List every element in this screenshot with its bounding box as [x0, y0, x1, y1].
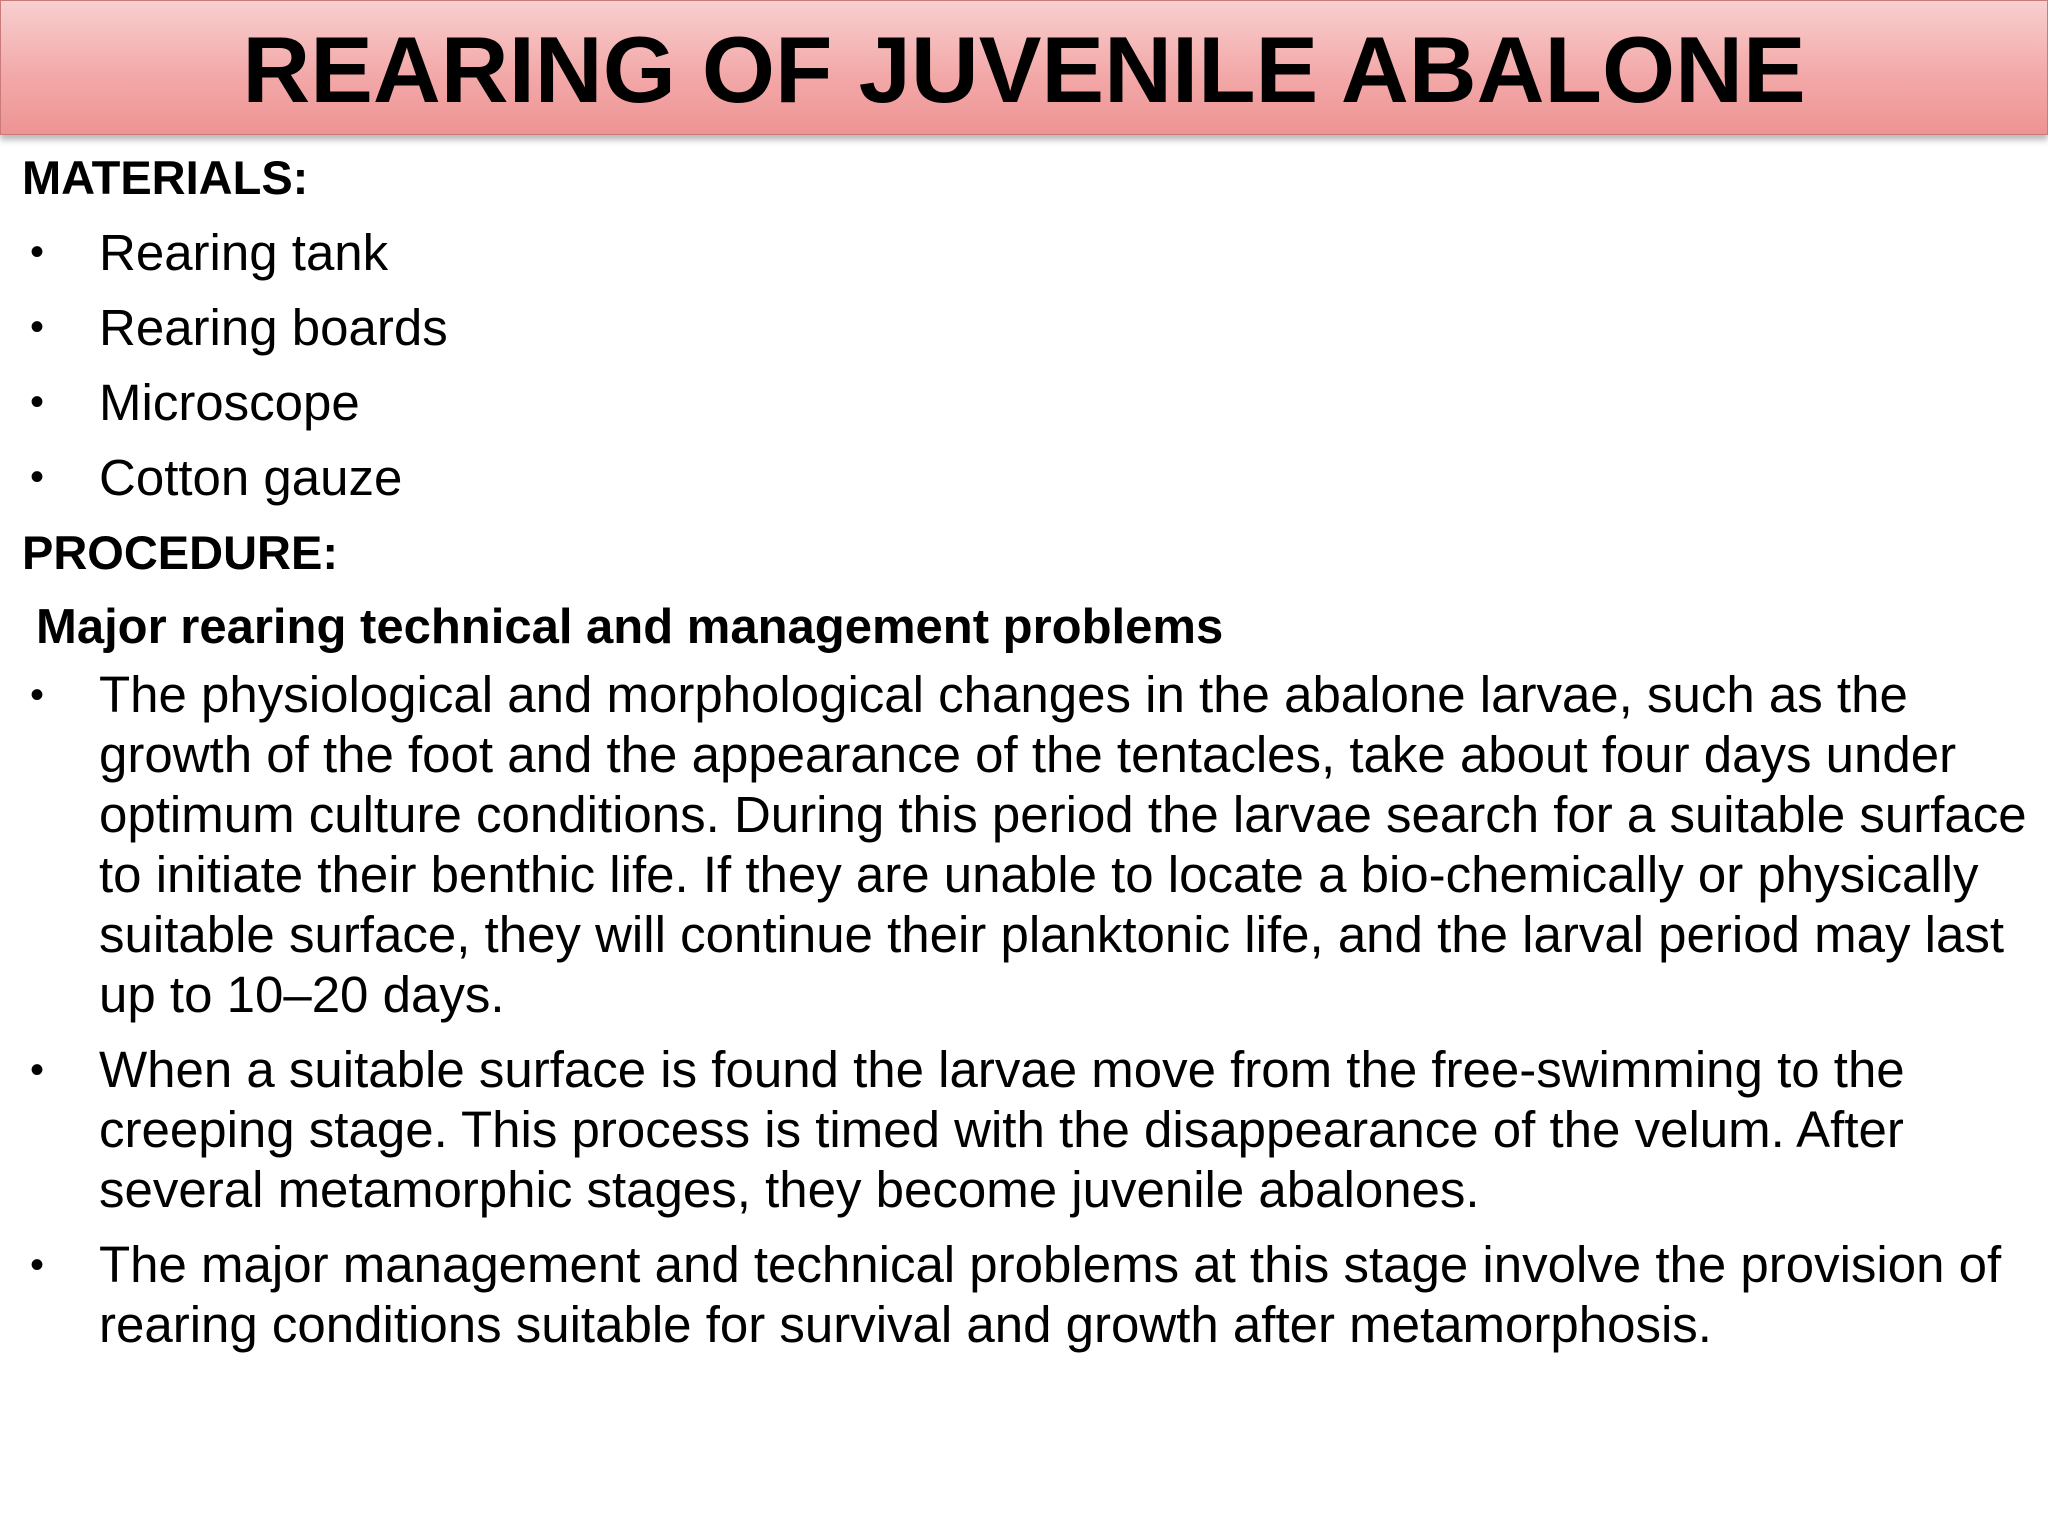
- bullet-icon: •: [29, 673, 44, 717]
- slide-content: [22, 140, 2032, 1370]
- procedure-subheading: Major rearing technical and management problems: [36, 600, 1224, 654]
- list-item: [22, 215, 2032, 290]
- bullet-icon: •: [29, 455, 44, 499]
- materials-heading: MATERIALS:: [22, 151, 309, 204]
- list-item: [22, 665, 2032, 1025]
- list-item: [22, 290, 2032, 365]
- list-item-text: Rearing boards: [99, 299, 448, 356]
- slide-title: REARING OF JUVENILE ABALONE: [242, 16, 1806, 122]
- title-banner: [0, 0, 2048, 135]
- list-item: [22, 1040, 2032, 1220]
- list-item: [22, 1235, 2032, 1355]
- list-item-text: Rearing tank: [99, 224, 389, 281]
- bullet-icon: •: [29, 230, 44, 274]
- procedure-heading: PROCEDURE:: [22, 526, 338, 579]
- list-item-text: The major management and technical problems at this stage involve the provision of rearing conditions suitable for survival and growth after metamorphosis.: [99, 1236, 2002, 1353]
- list-item: [22, 365, 2032, 440]
- list-item: [22, 440, 2032, 515]
- bullet-icon: •: [29, 380, 44, 424]
- bullet-icon: •: [29, 305, 44, 349]
- procedure-list: [22, 665, 2032, 1355]
- bullet-icon: •: [29, 1048, 44, 1092]
- list-item-text: Microscope: [99, 374, 360, 431]
- bullet-icon: •: [29, 1243, 44, 1287]
- list-item-text: When a suitable surface is found the larvae move from the free-swimming to the creeping stage. This process is timed with the disappearance of the velum. After several metamorphic stages, they become juvenile abalones.: [99, 1041, 1905, 1218]
- materials-list: [22, 215, 2032, 515]
- list-item-text: Cotton gauze: [99, 449, 403, 506]
- list-item-text: The physiological and morphological changes in the abalone larvae, such as the growth of the foot and the appearance of the tentacles, take about four days under optimum culture conditions. During this period the larvae search for a suitable surface to initiate their benthic life. If they are unable to locate a bio-chemically or physically suitable surface, they will continue their planktonic life, and the larval period may last up to 10–20 days.: [99, 666, 2027, 1023]
